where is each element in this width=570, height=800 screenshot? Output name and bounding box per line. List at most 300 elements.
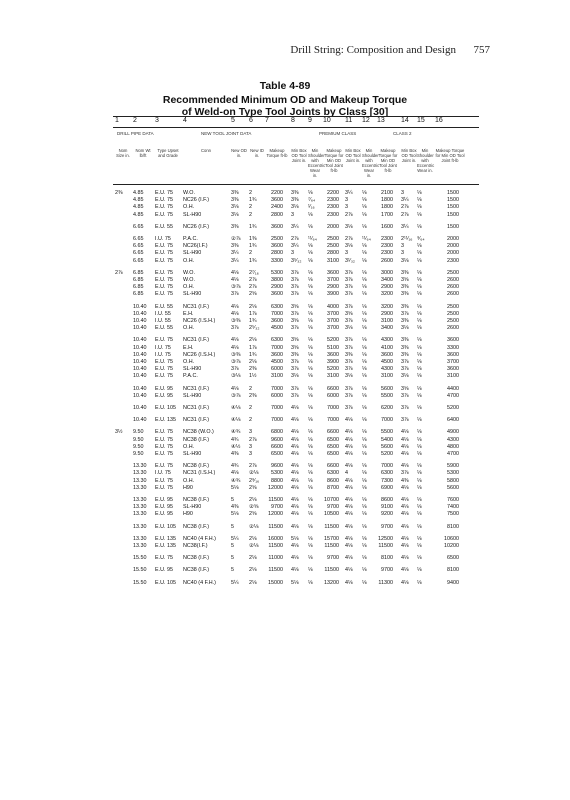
table-cell: 3100 — [327, 373, 339, 380]
table-cell: 3⅞ — [291, 392, 299, 399]
table-row — [113, 478, 479, 485]
table-cell: ⅛ — [362, 504, 367, 511]
table-cell: 2⅞ — [401, 211, 409, 218]
table-cell: 4900 — [447, 429, 459, 436]
table-cell: 4⅛ — [231, 269, 239, 276]
table-cell: ⅛ — [417, 470, 422, 477]
table-cell: 4400 — [447, 385, 459, 392]
table-cell: E.U. 135 — [155, 535, 176, 542]
table-cell: 8600 — [327, 477, 339, 484]
table-cell: 4⅛ — [291, 417, 299, 424]
table-cell: ⅛ — [362, 284, 367, 291]
table-cell: ⅛ — [362, 385, 367, 392]
table-row — [113, 543, 479, 550]
table-row — [113, 373, 479, 380]
table-cell: 3⅜ — [401, 269, 409, 276]
table-cell: E.U. 75 — [155, 243, 173, 250]
table-cell: 3¼ — [345, 190, 353, 196]
table-cell: 4⅛ — [291, 543, 299, 549]
table-cell: 6.65 — [133, 236, 144, 242]
table-cell: O.H. — [183, 204, 195, 211]
table-cell: 3⅛ — [345, 373, 353, 380]
table-cell: 4⅛ — [401, 523, 409, 530]
table-cell: 5900 — [447, 463, 459, 470]
table-cell: 1⅜ — [249, 236, 257, 242]
table-cell: ⅛ — [308, 535, 313, 542]
column-header: Makeup Torque ft-lb — [266, 148, 288, 158]
group-class-2: CLASS 2 — [393, 131, 412, 136]
table-cell: 6500 — [327, 436, 339, 443]
table-cell: 4¾ — [231, 463, 239, 470]
table-cell: ⅛ — [362, 484, 367, 491]
table-cell: 2⅞ — [249, 277, 257, 283]
table-row — [113, 318, 479, 325]
table-row — [113, 511, 479, 518]
table-cell: E.U. 75 — [155, 366, 173, 373]
table-cell: 2⅛ — [249, 337, 257, 344]
table-cell: E.U. 55 — [155, 223, 173, 230]
table-cell: 6000 — [271, 392, 283, 399]
table-cell: ⅛ — [308, 243, 313, 250]
column-number: 1 — [115, 117, 119, 124]
table-cell: ⅛ — [308, 477, 313, 484]
table-cell: 3100 — [381, 373, 393, 380]
table-cell: ③⅛ — [231, 373, 241, 380]
table-cell: ⅛ — [308, 417, 313, 424]
table-cell: 5800 — [447, 477, 459, 484]
table-cell: 4⅛ — [345, 484, 353, 491]
table-cell: 10.40 — [133, 373, 147, 380]
table-cell: NC26 (I.S.H.) — [183, 318, 216, 324]
table-cell: 9200 — [381, 511, 393, 518]
table-cell: ⅛ — [362, 190, 367, 196]
table-cell: 1¾ — [249, 197, 257, 204]
table-cell: E.U. 75 — [155, 257, 173, 264]
table-cell: 1¾ — [249, 223, 257, 230]
table-cell: ⅛ — [308, 373, 313, 380]
table-cell: 10500 — [324, 511, 339, 518]
table-cell: ⅛ — [308, 405, 313, 411]
table-cell: 3⅜ — [401, 303, 409, 310]
table-cell: ⅛ — [362, 257, 367, 264]
table-cell: ⅛ — [362, 429, 367, 436]
table-cell: 4⅛ — [291, 405, 299, 411]
table-cell: ⅛ — [417, 243, 422, 250]
table-cell: 3⅞ — [291, 366, 299, 373]
table-cell: 5300 — [271, 470, 283, 477]
table-cell: ⅛ — [417, 269, 422, 276]
table-cell: 4.85 — [133, 204, 144, 211]
table-cell: 2600 — [447, 284, 459, 291]
table-cell: 2⁹⁄₁₆ — [249, 477, 260, 484]
table-cell: 1¾ — [249, 351, 257, 358]
table-cell: 3600 — [327, 269, 339, 276]
table-cell: 2 — [249, 211, 252, 218]
table-cell: 4.85 — [133, 211, 144, 218]
header-rule — [113, 184, 479, 185]
table-cell: ⅛ — [308, 223, 313, 230]
table-cell: ⅛ — [308, 497, 313, 503]
table-cell: 9400 — [447, 579, 459, 586]
page-header — [0, 44, 570, 60]
table-cell: 5600 — [381, 385, 393, 392]
table-cell: ⅛ — [417, 405, 422, 411]
table-cell: 5200 — [381, 451, 393, 457]
table-cell: ⅛ — [417, 392, 422, 399]
table-cell: ⅛ — [417, 325, 422, 332]
table-cell: 3¼ — [401, 197, 409, 204]
table-cell: ⅛ — [417, 484, 422, 491]
table-cell: 3⅜ — [401, 318, 409, 324]
table-cell: ④⅛ — [231, 405, 241, 411]
table-cell: ⅛ — [362, 405, 367, 411]
table-cell: 3 — [249, 451, 252, 457]
table-cell: 4700 — [447, 392, 459, 399]
table-cell: 3⅝ — [401, 277, 409, 283]
table-cell: 3 — [345, 250, 348, 257]
table-cell: 3⅞ — [345, 269, 353, 276]
table-cell: 13.30 — [133, 484, 147, 491]
table-cell: SL-H90 — [183, 250, 202, 257]
table-cell: ⅛ — [362, 250, 367, 257]
column-header: Min Shoulder with Eccentric Wear in. — [308, 148, 326, 178]
table-cell: 9.50 — [133, 436, 144, 443]
table-cell: 4⅛ — [291, 567, 299, 574]
table-cell: 3600 — [271, 291, 283, 298]
table-cell: 11500 — [324, 543, 339, 549]
table-cell: ②⅝ — [249, 504, 259, 511]
table-cell: 3⅜ — [401, 337, 409, 344]
table-cell: 3200 — [381, 303, 393, 310]
table-cell: 3⅞ — [345, 284, 353, 291]
table-cell: ⅛ — [417, 436, 422, 443]
table-cell: 3½ — [115, 429, 123, 436]
table-cell: 11500 — [324, 523, 339, 530]
table-cell: 4⅛ — [291, 470, 299, 477]
column-header: Makeup Torque for Min OD Tool Joint ft-lb — [378, 148, 398, 173]
table-cell: ⅛ — [362, 277, 367, 283]
table-cell: E.H. — [183, 344, 194, 351]
table-title-line-2: of Weld-on Type Tool Joints by Class [30] — [181, 106, 389, 118]
table-cell: 3⅝ — [401, 385, 409, 392]
table-cell: 2900 — [327, 284, 339, 291]
table-cell: 3 — [291, 211, 294, 218]
table-cell: 2000 — [447, 243, 459, 250]
column-header: Makeup Torque for Min OD Tool Joint ft-lb — [324, 148, 344, 173]
table-row — [113, 270, 479, 277]
table-cell: ⅛ — [308, 190, 313, 196]
table-cell: 3¼ — [291, 223, 299, 230]
table-cell: 9600 — [271, 463, 283, 470]
table-cell: O.H. — [183, 325, 195, 332]
table-cell: 1¾ — [249, 243, 257, 250]
table-cell: 13.30 — [133, 543, 147, 549]
table-cell: 4⅛ — [401, 451, 409, 457]
table-row — [113, 366, 479, 373]
table-cell: 5400 — [381, 436, 393, 443]
table-cell: 3⅜ — [231, 223, 239, 230]
column-numbers — [113, 117, 479, 127]
column-number: 6 — [249, 117, 253, 124]
table-cell: 3⅝ — [291, 344, 299, 351]
table-cell: 3 — [345, 197, 348, 204]
table-cell: 8700 — [327, 484, 339, 491]
table-row — [113, 190, 479, 197]
table-cell: ⅛ — [362, 337, 367, 344]
table-cell: 2300 — [381, 250, 393, 257]
table-row — [113, 359, 479, 366]
table-cell: 4⅛ — [345, 429, 353, 436]
table-cell: ⅛ — [417, 567, 422, 574]
table-cell: ⅛ — [308, 484, 313, 491]
table-cell: 3⅞ — [345, 366, 353, 373]
table-cell: ⅛ — [362, 243, 367, 250]
table-cell: 2⅝ — [249, 511, 257, 518]
table-cell: 2900 — [271, 284, 283, 291]
table-cell: 2⅞ — [345, 236, 353, 242]
table-cell: 2⁷⁄₁₆ — [249, 269, 259, 276]
table-cell: 5600 — [381, 443, 393, 450]
table-cell: 2500 — [447, 310, 459, 317]
table-cell: 9100 — [381, 504, 393, 511]
table-cell: 10.40 — [133, 344, 147, 351]
table-cell: ⅛ — [362, 543, 367, 549]
table-cell: ⅛ — [362, 417, 367, 424]
table-cell: 5 — [231, 523, 234, 530]
table-cell: 3⅜ — [231, 197, 239, 204]
table-cell: 2300 — [447, 257, 459, 264]
table-cell: 3⅛ — [345, 325, 353, 332]
table-cell: 4⅛ — [291, 451, 299, 457]
table-cell: W.O. — [183, 190, 195, 196]
table-cell: ⅛ — [308, 337, 313, 344]
table-row — [113, 444, 479, 451]
table-cell: E.U. 75 — [155, 190, 173, 196]
table-cell: 5 — [231, 567, 234, 574]
table-cell: 9600 — [271, 436, 283, 443]
table-cell: 7400 — [447, 504, 459, 511]
table-cell: ⅛ — [308, 385, 313, 392]
table-cell: 2⅞ — [115, 269, 123, 276]
table-cell: O.H. — [183, 284, 195, 291]
table-cell: 2⁵⁄₃₂ — [249, 325, 260, 332]
table-row — [113, 555, 479, 562]
table-cell: 2 — [249, 204, 252, 211]
table-cell: 4⅛ — [401, 484, 409, 491]
table-cell: 4⅛ — [401, 504, 409, 511]
table-cell: E.U. 75 — [155, 373, 173, 380]
table-cell: ⅛ — [362, 344, 367, 351]
table-cell: 10.40 — [133, 337, 147, 344]
table-cell: 10.40 — [133, 310, 147, 317]
table-row — [113, 224, 479, 231]
table-cell: ⅛ — [308, 436, 313, 443]
table-cell: ⅛ — [417, 497, 422, 503]
table-cell: 6.85 — [133, 269, 144, 276]
table-cell: 10.40 — [133, 366, 147, 373]
table-cell: 4⅜ — [231, 504, 239, 511]
table-cell: ⅛ — [417, 204, 422, 211]
table-cell: 4300 — [447, 436, 459, 443]
table-cell: 3⅞ — [401, 405, 409, 411]
table-cell: 2300 — [381, 243, 393, 250]
table-row — [113, 451, 479, 458]
table-cell: 3⅞ — [345, 303, 353, 310]
table-cell: 4⅛ — [231, 337, 239, 344]
table-cell: 2500 — [447, 303, 459, 310]
table-cell: 10700 — [324, 497, 339, 503]
table-cell: 3100 — [447, 373, 459, 380]
table-cell: 5300 — [271, 269, 283, 276]
table-cell: I.U. 75 — [155, 344, 171, 351]
table-cell: 9700 — [327, 504, 339, 511]
table-cell: 3⅞ — [231, 291, 239, 298]
table-cell: H90 — [183, 484, 193, 491]
table-cell: 3800 — [271, 277, 283, 283]
table-cell: 6000 — [271, 366, 283, 373]
table-cell: 4⅛ — [345, 417, 353, 424]
table-cell: 4⅛ — [291, 429, 299, 436]
table-cell: NC26 (I.F.) — [183, 223, 210, 230]
table-cell: ⅛ — [308, 451, 313, 457]
table-cell: 3⅞ — [291, 269, 299, 276]
table-cell: 4⅛ — [291, 555, 299, 562]
table-cell: 3⅞ — [401, 470, 409, 477]
table-row — [113, 250, 479, 257]
table-cell: ⅛ — [362, 269, 367, 276]
table-row — [113, 304, 479, 311]
table-cell: I.U. 55 — [155, 310, 171, 317]
table-cell: E.U. 95 — [155, 504, 173, 511]
table-cell: ⅛ — [417, 443, 422, 450]
table-cell: 3⁵⁄₃₂ — [291, 257, 302, 264]
table-cell: 2⅜ — [115, 190, 123, 196]
table-cell: 2000 — [447, 236, 459, 242]
table-row — [113, 485, 479, 492]
table-cell: 6800 — [271, 429, 283, 436]
table-cell: 6500 — [327, 443, 339, 450]
table-cell: ⅛ — [362, 555, 367, 562]
table-cell: E.U. 135 — [155, 543, 176, 549]
table-cell: ⅛ — [417, 257, 422, 264]
table-cell: ⅛ — [308, 392, 313, 399]
table-cell: ⅛ — [308, 325, 313, 332]
table-cell: 15.50 — [133, 579, 147, 586]
table-cell: ⅛ — [417, 190, 422, 196]
table-cell: 4⅛ — [345, 504, 353, 511]
table-cell: ⅛ — [417, 211, 422, 218]
column-number: 3 — [155, 117, 159, 124]
table-cell: 11500 — [268, 523, 283, 530]
column-header: Min Box OD Tool Joint in. — [291, 148, 307, 163]
table-cell: 2000 — [327, 223, 339, 230]
table-cell: ⅛ — [362, 318, 367, 324]
table-cell: 3⅞ — [345, 344, 353, 351]
table-cell: 9700 — [271, 504, 283, 511]
table-cell: 3⅛ — [401, 257, 409, 264]
table-cell: ⅛ — [417, 310, 422, 317]
table-cell: ⅛ — [308, 284, 313, 291]
table-cell: 3⅜ — [401, 351, 409, 358]
table-cell: E.U. 75 — [155, 269, 173, 276]
table-cell: ⅛ — [417, 318, 422, 324]
table-cell: NC38(I.F.) — [183, 543, 208, 549]
table-cell: 4.85 — [133, 190, 144, 196]
table-cell: 2 — [249, 417, 252, 424]
table-cell: ④½ — [231, 443, 241, 450]
table-cell: 3⅞ — [345, 392, 353, 399]
table-cell: 6600 — [327, 463, 339, 470]
table-cell: 7000 — [271, 344, 283, 351]
table-cell: 6300 — [271, 303, 283, 310]
table-cell: E.U. 75 — [155, 291, 173, 298]
table-cell: 4500 — [271, 325, 283, 332]
table-cell: ¹¹⁄₆₄ — [362, 236, 371, 242]
table-cell: 4⅛ — [231, 470, 239, 477]
table-cell: 2⅛ — [249, 497, 257, 503]
table-cell: ⅛ — [308, 443, 313, 450]
table-cell: 12000 — [268, 484, 283, 491]
table-cell: 5200 — [447, 405, 459, 411]
table-cell: E.U. 105 — [155, 523, 176, 530]
table-cell: 3⅞ — [345, 405, 353, 411]
column-number: 9 — [308, 117, 312, 124]
table-cell: SL-H90 — [183, 392, 202, 399]
table-cell: 3600 — [271, 243, 283, 250]
table-cell: I.U. 55 — [155, 318, 171, 324]
table-cell: 8100 — [447, 523, 459, 530]
table-cell: ⅛ — [417, 284, 422, 291]
table-cell: 2300 — [327, 197, 339, 204]
table-cell: 9.50 — [133, 429, 144, 436]
table-cell: 2⅝ — [249, 291, 257, 298]
table-cell: 3000 — [381, 269, 393, 276]
table-cell: E.U. 75 — [155, 555, 173, 562]
table-cell: 4⅛ — [401, 463, 409, 470]
table-cell: I.U. 75 — [155, 351, 171, 358]
table-row — [113, 291, 479, 298]
table-cell: 3600 — [447, 366, 459, 373]
table-cell: ⁹⁄₆₄ — [417, 236, 425, 242]
table-cell: 4⅛ — [345, 535, 353, 542]
table-cell: 1500 — [447, 223, 459, 230]
table-cell: 4⅛ — [345, 436, 353, 443]
table-cell: 5⅛ — [291, 579, 299, 586]
table-cell: 4⅛ — [345, 477, 353, 484]
table-cell: 10.40 — [133, 303, 147, 310]
table-cell: 2⅜ — [249, 392, 257, 399]
table-cell: E.U. 75 — [155, 197, 173, 204]
table-cell: I.U. 75 — [155, 236, 171, 242]
table-cell: 4⅛ — [291, 477, 299, 484]
table-cell: 5⅛ — [291, 535, 299, 542]
table-cell: SL-H90 — [183, 504, 202, 511]
table-cell: NC31 (I.F.) — [183, 405, 210, 411]
table-cell: 3⅞ — [231, 325, 239, 332]
column-number: 2 — [133, 117, 137, 124]
table-cell: 6900 — [381, 484, 393, 491]
table-cell: 3⅛ — [401, 325, 409, 332]
table-cell: 4⅛ — [401, 429, 409, 436]
table-cell: 3¼ — [291, 243, 299, 250]
table-cell: ⅛ — [417, 223, 422, 230]
table-title-line-1: Recommended Minimum OD and Makeup Torque — [162, 94, 408, 106]
table-cell: ⅛ — [308, 504, 313, 511]
table-cell: ⅛ — [417, 463, 422, 470]
table-cell: E.U. 75 — [155, 443, 173, 450]
table-row — [113, 352, 479, 359]
table-cell: 10.40 — [133, 405, 147, 411]
